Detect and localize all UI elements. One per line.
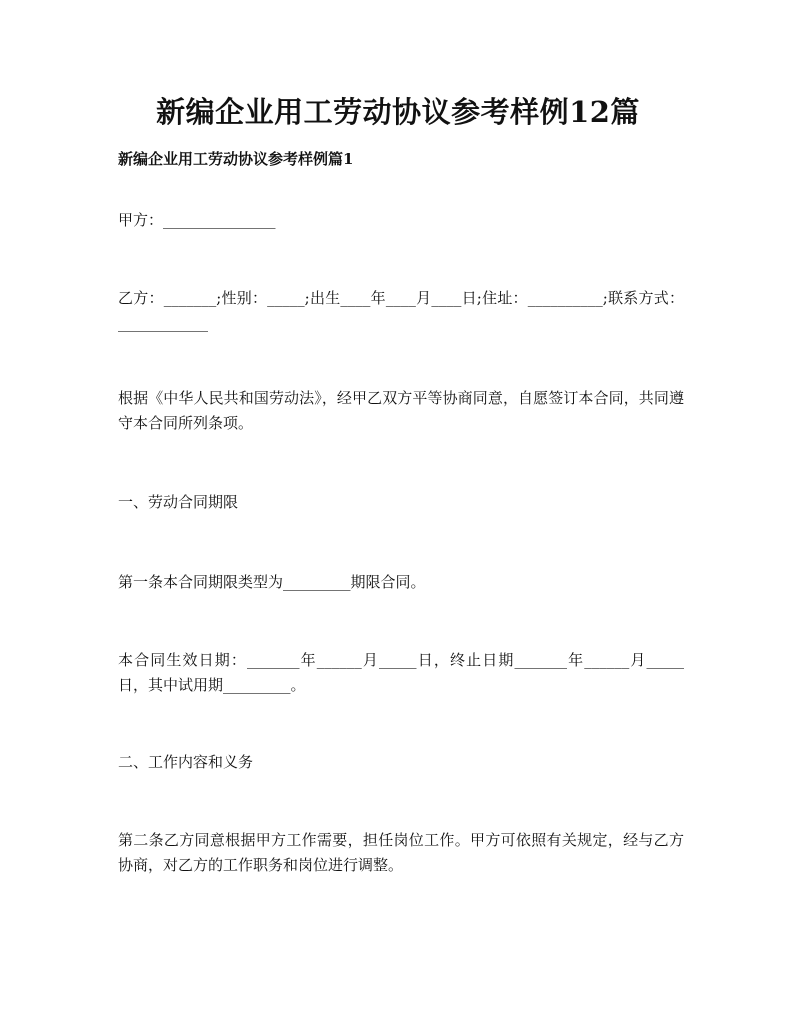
document-subtitle: 新编企业用工劳动协议参考样例篇1 xyxy=(118,150,354,168)
article-1: 第一条本合同期限类型为_________期限合同。 xyxy=(118,573,426,591)
document-title: 新编企业用工劳动协议参考样例12篇 xyxy=(156,95,640,129)
party-a-line: 甲方：_______________ xyxy=(118,211,276,229)
party-b-line: 乙方：_______;性别：_____;出生____年____月____日;住址：__________;联系方式：____________ xyxy=(118,289,684,332)
section-heading-work-content: 二、工作内容和义务 xyxy=(118,753,254,771)
intro-paragraph: 根据《中华人民共和国劳动法》，经甲乙双方平等协商同意，自愿签订本合同，共同遵守本合同所列条项。 xyxy=(118,389,684,432)
section-heading-contract-term: 一、劳动合同期限 xyxy=(118,493,239,511)
article-2: 第二条乙方同意根据甲方工作需要，担任岗位工作。甲方可依照有关规定，经与乙方协商，对乙方的工作职务和岗位进行调整。 xyxy=(118,831,684,874)
contract-dates-paragraph: 本合同生效日期：_______年______月_____日，终止日期_______年______月_____日，其中试用期_________。 xyxy=(118,651,684,694)
